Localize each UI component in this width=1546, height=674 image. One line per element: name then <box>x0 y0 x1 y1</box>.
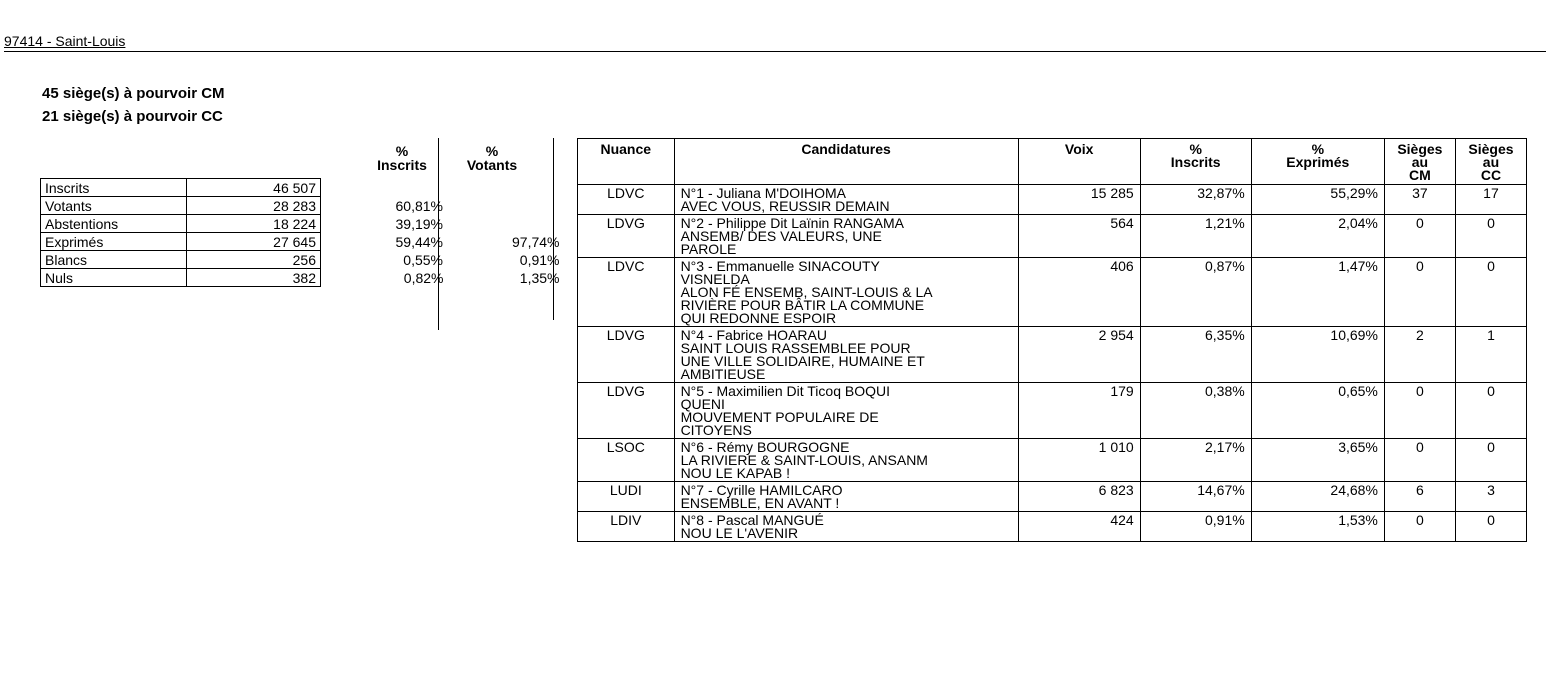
header-line: Inscrits <box>1170 154 1221 170</box>
sieges-cc-cell: 0 <box>1455 215 1526 258</box>
summary-pct-inscrits: 0,55% <box>403 251 443 268</box>
sieges-cc-cell: 0 <box>1455 383 1526 439</box>
result-row <box>578 185 1527 215</box>
candidature-cell <box>674 185 1018 215</box>
header-line: % <box>1311 141 1325 157</box>
nuance-cell: LDVC <box>578 258 675 327</box>
nuance-cell: LUDI <box>578 482 675 512</box>
header-sieges-cc <box>1455 139 1526 185</box>
candidature-cell <box>674 327 1018 383</box>
sieges-cm-cell: 0 <box>1384 512 1455 542</box>
pct-inscrits-cell: 1,21% <box>1140 215 1251 258</box>
pct-exprimes-cell: 24,68% <box>1251 482 1384 512</box>
nuance-cell: LDVG <box>578 383 675 439</box>
pct-exprimes-cell: 1,53% <box>1251 512 1384 542</box>
summary-row <box>41 179 566 197</box>
header-line: % <box>395 143 409 159</box>
sieges-cm-cell: 2 <box>1384 327 1455 383</box>
pct-inscrits-cell: 6,35% <box>1140 327 1251 383</box>
summary-value: 256 <box>187 251 321 269</box>
summary-pct-votants: 1,35% <box>519 269 560 286</box>
candidature-line: ENSEMBLE, EN AVANT ! <box>680 495 840 511</box>
candidature-line: NOU LE KAPAB ! <box>680 465 791 481</box>
header-line: % <box>485 143 499 159</box>
header-candidatures: Candidatures <box>674 139 1018 185</box>
header-line: Sièges au <box>1397 141 1443 170</box>
header-line: Sièges au <box>1468 141 1514 170</box>
nuance-cell: LDVC <box>578 185 675 215</box>
candidature-line: N°2 - Philippe Dit Laïnin RANGAMA <box>680 215 905 231</box>
sieges-cc-cell: 0 <box>1455 258 1526 327</box>
summary-pct-votants <box>450 215 566 233</box>
voix-cell: 424 <box>1018 512 1140 542</box>
header-pct-inscrits <box>1140 139 1251 185</box>
sieges-cc-cell: 17 <box>1455 185 1526 215</box>
candidature-line: NOU LE L'AVENIR <box>680 525 799 541</box>
candidature-line: LA RIVIERE & SAINT-LOUIS, ANSANM <box>680 452 928 468</box>
result-row <box>578 482 1527 512</box>
summary-header-pct-votants <box>462 144 522 172</box>
summary-pct-votants <box>450 179 566 197</box>
header-sieges-cm <box>1384 139 1455 185</box>
sieges-cm-cell: 0 <box>1384 383 1455 439</box>
candidature-line: AVEC VOUS, REUSSIR DEMAIN <box>680 198 890 214</box>
pct-exprimes-cell: 0,65% <box>1251 383 1384 439</box>
candidature-line: N°4 - Fabrice HOARAU <box>680 327 827 343</box>
pct-exprimes-cell: 2,04% <box>1251 215 1384 258</box>
summary-row <box>41 197 566 215</box>
summary-row <box>41 251 566 269</box>
commune-header <box>4 32 1546 52</box>
nuance-cell: LDVG <box>578 215 675 258</box>
header-line: Exprimés <box>1286 154 1350 170</box>
sieges-cc-cell: 3 <box>1455 482 1526 512</box>
header-line: CC <box>1480 167 1502 183</box>
candidature-line: MOUVEMENT POPULAIRE DE <box>680 409 879 425</box>
voix-cell: 15 285 <box>1018 185 1140 215</box>
summary-value: 18 224 <box>187 215 321 233</box>
summary-label: Nuls <box>41 269 187 287</box>
result-row <box>578 327 1527 383</box>
voix-cell: 406 <box>1018 258 1140 327</box>
summary-pct-inscrits <box>321 179 450 197</box>
header-line: CM <box>1409 167 1431 183</box>
summary-table <box>40 178 566 287</box>
summary-label: Exprimés <box>41 233 187 251</box>
summary-header-pct-inscrits <box>372 144 432 172</box>
pct-inscrits-cell: 32,87% <box>1140 185 1251 215</box>
sieges-cm-cell: 6 <box>1384 482 1455 512</box>
header-nuance: Nuance <box>578 139 675 185</box>
candidature-line: VISNELDA <box>680 271 750 287</box>
result-row <box>578 512 1527 542</box>
pct-exprimes-cell: 55,29% <box>1251 185 1384 215</box>
candidature-line: RIVIÈRE POUR BÂTIR LA COMMUNE <box>680 297 925 313</box>
nuance-cell: LDIV <box>578 512 675 542</box>
seats-cc: 21 siège(s) à pourvoir CC <box>42 108 223 125</box>
candidature-line: N°7 - Cyrille HAMILCARO <box>680 482 843 498</box>
sieges-cm-cell: 0 <box>1384 439 1455 482</box>
summary-row <box>41 269 566 287</box>
summary-value: 27 645 <box>187 233 321 251</box>
candidature-line: QUENI <box>680 396 725 412</box>
nuance-cell: LSOC <box>578 439 675 482</box>
candidature-line: N°8 - Pascal MANGUÉ <box>680 512 824 528</box>
pct-exprimes-cell: 1,47% <box>1251 258 1384 327</box>
sieges-cm-cell: 0 <box>1384 258 1455 327</box>
candidature-cell <box>674 258 1018 327</box>
summary-label: Votants <box>41 197 187 215</box>
sieges-cc-cell: 1 <box>1455 327 1526 383</box>
header-pct-exprimes <box>1251 139 1384 185</box>
summary-pct-votants: 97,74% <box>512 233 560 250</box>
sieges-cc-cell: 0 <box>1455 512 1526 542</box>
pct-inscrits-cell: 14,67% <box>1140 482 1251 512</box>
candidature-cell <box>674 512 1018 542</box>
summary-pct-inscrits: 39,19% <box>395 215 443 232</box>
voix-cell: 1 010 <box>1018 439 1140 482</box>
pct-inscrits-cell: 0,91% <box>1140 512 1251 542</box>
summary-label: Blancs <box>41 251 187 269</box>
summary-label: Inscrits <box>41 179 187 197</box>
summary-row <box>41 233 566 251</box>
candidature-line: N°6 - Rémy BOURGOGNE <box>680 439 850 455</box>
results-table <box>577 138 1527 542</box>
pct-exprimes-cell: 3,65% <box>1251 439 1384 482</box>
summary-row <box>41 215 566 233</box>
summary-label: Abstentions <box>41 215 187 233</box>
candidature-cell <box>674 215 1018 258</box>
sieges-cm-cell: 37 <box>1384 185 1455 215</box>
result-row <box>578 383 1527 439</box>
candidature-line: CITOYENS <box>680 422 752 438</box>
pct-inscrits-cell: 2,17% <box>1140 439 1251 482</box>
nuance-cell: LDVG <box>578 327 675 383</box>
candidature-line: AMBITIEUSE <box>680 366 766 382</box>
summary-value: 382 <box>187 269 321 287</box>
voix-cell: 564 <box>1018 215 1140 258</box>
sieges-cm-cell: 0 <box>1384 215 1455 258</box>
candidature-line: N°1 - Juliana M'DOIHOMA <box>680 185 846 201</box>
summary-pct-votants <box>450 197 566 215</box>
candidature-cell <box>674 383 1018 439</box>
summary-pct-inscrits: 60,81% <box>395 197 443 214</box>
pct-exprimes-cell: 10,69% <box>1251 327 1384 383</box>
summary-pct-votants: 0,91% <box>519 251 560 268</box>
sieges-cc-cell: 0 <box>1455 439 1526 482</box>
candidature-cell <box>674 482 1018 512</box>
header-line: % <box>1189 141 1202 157</box>
candidature-line: N°5 - Maximilien Dit Ticoq BOQUI <box>680 383 890 399</box>
summary-pct-inscrits: 0,82% <box>403 269 444 286</box>
candidature-line: UNE VILLE SOLIDAIRE, HUMAINE ET <box>680 353 925 369</box>
summary-pct-inscrits: 59,44% <box>395 233 443 250</box>
seats-cm: 45 siège(s) à pourvoir CM <box>42 85 225 102</box>
candidature-line: ANSEMB/ DES VALEURS, UNE <box>680 228 882 244</box>
commune-title: 97414 - Saint-Louis <box>4 33 126 49</box>
summary-value: 28 283 <box>187 197 321 215</box>
voix-cell: 179 <box>1018 383 1140 439</box>
results-header-row <box>578 139 1527 185</box>
header-line: Votants <box>466 157 518 173</box>
pct-inscrits-cell: 0,87% <box>1140 258 1251 327</box>
candidature-line: SAINT LOUIS RASSEMBLEE POUR <box>680 340 911 356</box>
candidature-line: ALON FÉ ENSEMB, SAINT-LOUIS & LA <box>680 284 933 300</box>
result-row <box>578 258 1527 327</box>
header-voix: Voix <box>1018 139 1140 185</box>
header-line: Inscrits <box>377 157 427 173</box>
candidature-line: QUI REDONNE ESPOIR <box>680 310 837 326</box>
result-row <box>578 439 1527 482</box>
candidature-line: PAROLE <box>680 241 737 257</box>
voix-cell: 6 823 <box>1018 482 1140 512</box>
candidature-cell <box>674 439 1018 482</box>
summary-value: 46 507 <box>187 179 321 197</box>
candidature-line: N°3 - Emmanuelle SINACOUTY <box>680 258 880 274</box>
voix-cell: 2 954 <box>1018 327 1140 383</box>
result-row <box>578 215 1527 258</box>
pct-inscrits-cell: 0,38% <box>1140 383 1251 439</box>
